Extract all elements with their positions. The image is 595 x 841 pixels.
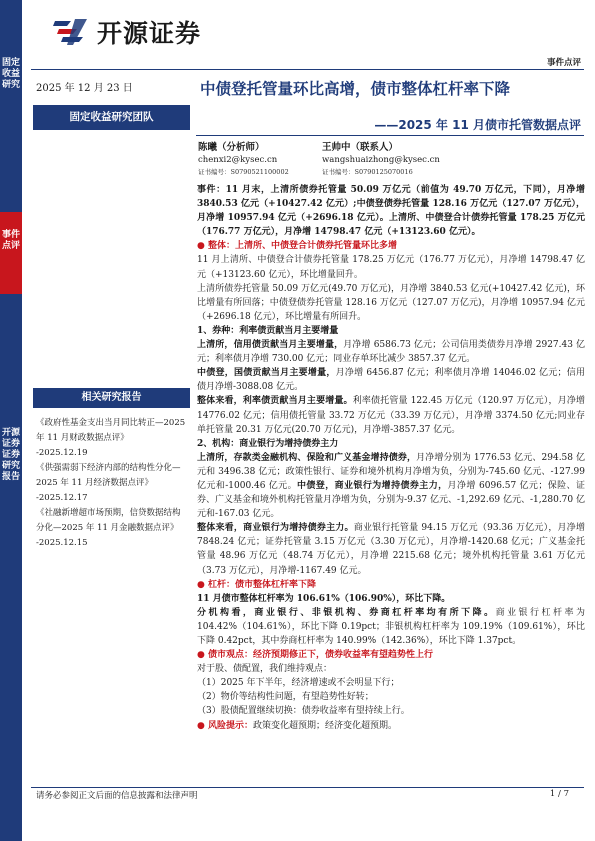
subsection-heading: 1、券种：利率债贡献当月主要增量 (197, 325, 339, 336)
section-heading-overall: ● 整体：上清所、中债登合计债券托管量环比多增 (197, 241, 397, 252)
paragraph-text: 商业银行托管量 94.15 万亿元（93.36 万亿元），月净增 7848.24 亿元；证券托管量 3.15 万亿元（3.30 万亿元），月净增-1420.68 亿元；广义基金托管量 48.96 万亿元（48.74 万亿元），月净增 2215.68 亿元；境外机构托管量 3.61 万亿元（3.73 万亿元），月净增-1167.49 亿元。 (197, 523, 585, 576)
sidebar-top-label: 固定收益研究 (1, 58, 20, 90)
related-reports-heading: 相关研究报告 (33, 388, 190, 408)
related-report-title[interactable]: 《社融新增超市场预期，信贷数据结构分化—2025 年 11 月金融数据点评》 (36, 508, 181, 533)
body-paragraph: 上清所债券托管量 50.09 万亿元(49.70 万亿元)，月净增 3840.53 亿元(+10427.42 亿元)，环比增量有所回落；中债登债券托管量 128.16 万亿元（127.07 万亿元)，月净增 10957.94 亿元（+2696.18 亿元），环比增量有所回升。 (197, 283, 585, 322)
footer-disclaimer: 请务必参阅正文后面的信息披露和法律声明 (36, 791, 198, 801)
bold-lead: 中债登，国债贡献当月主要增量， (197, 368, 336, 379)
footer-divider (31, 787, 584, 788)
list-item: （2）物价等结构性问题，有望趋势性好转； (197, 692, 374, 703)
header-divider (31, 69, 584, 70)
bold-lead: 整体来看，利率债贡献当月主要增量。 (197, 396, 353, 407)
related-report-date: -2025.12.15 (36, 538, 88, 548)
author-card (322, 142, 440, 178)
paragraph-text: 利率债托管量 122.45 万亿元（120.97 万亿元），月净增 14776.02 亿元；信用债托管量 33.72 万亿元（33.39 万亿元），月净增 3374.50 亿元;同业存单托管量 20.31 万亿元(20.70 万亿元)，月净增-3857.37 亿元。 (197, 396, 585, 435)
report-date: 2025 年 12 月 23 日 (36, 83, 133, 94)
body-paragraph: 11 月上清所、中债登合计债券托管量 178.25 万亿元（176.77 万亿元），月净增 14798.47 亿元（+13123.60 亿元），环比增量回升。 (197, 255, 585, 280)
team-badge: 固定收益研究团队 (33, 105, 190, 130)
sidebar-bottom-label: 开源证券 证券研究报告 (1, 428, 20, 482)
related-report-title[interactable]: 《政府性基金支出当月同比转正—2025 年 11 月财政数据点评》 (36, 418, 186, 443)
bold-lead: 中债登，商业银行为增持债券主力， (296, 480, 448, 491)
report-body (197, 183, 585, 733)
left-sidebar (0, 0, 22, 841)
author-email[interactable]: wangshuaizhong@kysec.cn (322, 155, 440, 165)
bold-lead: 整体来看，商业银行为增持债券主力。 (197, 523, 354, 534)
page-number: 1 / 7 (549, 789, 569, 799)
bold-lead: 分机构看，商业银行、非银机构、券商杠杆率均有所下降。 (197, 607, 496, 618)
related-report-item[interactable] (36, 416, 186, 461)
related-report-title[interactable]: 《供强需弱下经济内部的结构性分化—2025 年 11 月经济数据点评》 (36, 463, 181, 488)
event-text: 11 月末，上清所债券托管量 50.09 万亿元（前值为 49.70 万亿元，下同），月净增 3840.53 亿元（+10427.42 亿元）;中债登债券托管量 128.16 万亿元（127.07 万亿元），月净增 10957.94 亿元（+2696.18 亿元）。上清所、中债登合计债券托管量 178.25 万亿元（176.77 万亿元），月净增 14798.47 亿元（+13123.60 亿元）。 (197, 185, 585, 238)
author-card (198, 142, 289, 178)
author-name: 陈曦（分析师） (198, 142, 265, 153)
doc-type-label: 事件点评 (546, 58, 581, 68)
brand-mark-icon (53, 17, 89, 47)
bold-lead: 上清所，信用债贡献当月主要增量， (197, 340, 344, 351)
event-label: 事件： (197, 185, 226, 195)
body-paragraph (197, 606, 585, 648)
paragraph-text: 商业银行杠杆率为 104.42%（104.61%），环比下降 0.19pct；非银机构杠杆率为 109.19%（109.61%），环比下降 0.42pct，其中券商杠杆率为 140.99%（142.36%），环比下降 1.37pct。 (197, 607, 585, 646)
body-paragraph: 对于股、债配置，我们维持观点： (197, 664, 333, 675)
authors-divider (196, 135, 584, 136)
related-report-date: -2025.12.17 (36, 493, 88, 503)
event-paragraph (197, 183, 585, 239)
brand-logo (53, 14, 201, 50)
subsection-heading: 2、机构：商业银行为增持债券主力 (197, 438, 339, 449)
paragraph-text: 月净增 6096.57 亿元；保险、证券、广义基金和境外机构托管量月净增为负，分别为-9.37 亿元、-1,292.69 亿元、-1,280.70 亿元和-167.03 亿元。 (197, 480, 585, 520)
sidebar-red-block (0, 212, 22, 294)
author-cert: 证书编号：S0790125070016 (322, 168, 413, 176)
author-name: 王帅中（联系人） (322, 142, 399, 153)
page-subtitle: ——2025 年 11 月债市托管数据点评 (374, 118, 581, 132)
section-heading-leverage: ● 杠杆：债市整体杠杆率下降 (197, 579, 316, 590)
risk-label: ● 风险提示： (197, 720, 253, 731)
bold-lead: 上清所，存款类金融机构、保险和广义基金增持债券， (197, 452, 417, 463)
body-paragraph (197, 451, 585, 521)
related-report-date: -2025.12.19 (36, 448, 88, 458)
related-report-item[interactable] (36, 506, 186, 551)
paragraph-text: 月净增分别为 1776.53 亿元、294.58 亿元和 3496.38 亿元；政策性银行、证券和境外机构月净增为负，分别为-745.60 亿元、-127.99 亿元和-1000.46 亿元。 (197, 452, 585, 491)
body-paragraph (197, 338, 585, 366)
paragraph-text: 月净增 6456.87 亿元；利率债月净增 14046.02 亿元；信用债月净增-3088.08 亿元。 (197, 368, 585, 393)
body-paragraph (197, 521, 585, 577)
list-item: （1）2025 年下半年，经济增速或不会明显下行； (197, 678, 400, 689)
list-item: （3）股债配置继续切换：债券收益率有望持续上行。 (197, 706, 410, 717)
brand-name: 开源证券 (97, 19, 202, 48)
risk-paragraph (197, 719, 585, 733)
body-paragraph (197, 394, 585, 436)
author-email[interactable]: chenxi2@kysec.cn (198, 155, 278, 165)
page-title: 中债登托管量环比高增，债市整体杠杆率下降 (200, 80, 511, 98)
paragraph-text: 月净增 6586.73 亿元；公司信用类债券月净增 2927.43 亿元；利率债月净增 730.00 亿元；同业存单环比减少 3857.37 亿元。 (197, 340, 585, 365)
risk-text: 政策变化超预期；经济变化超预期。 (253, 720, 398, 731)
sidebar-mid-label: 事件点评 (1, 230, 20, 251)
related-reports-list (36, 416, 186, 551)
body-paragraph: 11 月债市整体杠杆率为 106.61%（106.90%），环比下降。 (197, 593, 451, 604)
body-paragraph (197, 366, 585, 394)
related-report-item[interactable] (36, 461, 186, 506)
author-cert: 证书编号：S0790521100002 (198, 168, 289, 176)
section-heading-outlook: ● 债市观点：经济预期修正下，债券收益率有望趋势性上行 (197, 650, 433, 661)
